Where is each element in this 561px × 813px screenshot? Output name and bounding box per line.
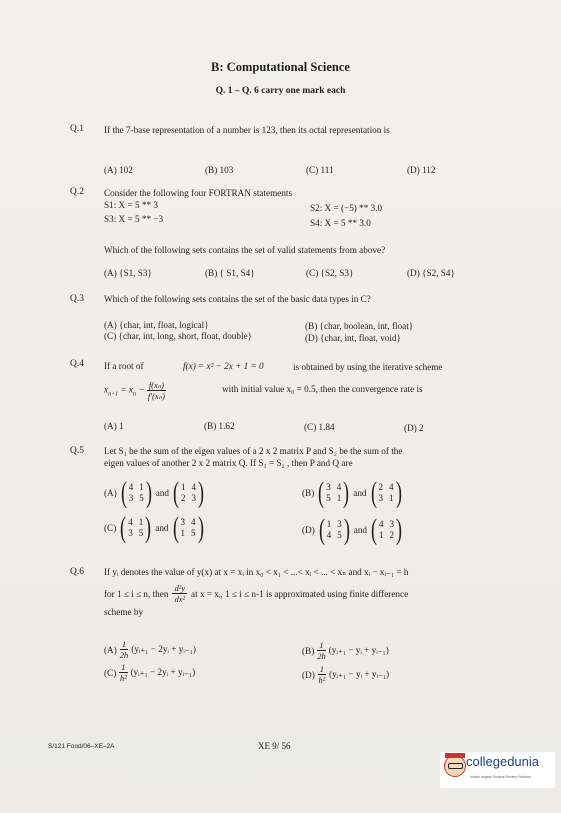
option-label: (D) bbox=[302, 525, 315, 535]
statement-s1: S1: X = 5 ** 3 bbox=[104, 200, 158, 210]
matrix: ( 3 4 5 1 ) bbox=[318, 476, 350, 509]
matrix: ( 1 4 2 3 ) bbox=[173, 476, 205, 509]
option-a: (A) $\frac{1}{2h}$ (yᵢ₊₁ − 2yᵢ + yᵢ₋₁) bbox=[104, 639, 196, 660]
option-b: (B) 1.62 bbox=[204, 421, 235, 431]
logo-tagline: India's largest Student Review Platform bbox=[470, 775, 531, 779]
question-text: If yᵢ denotes the value of y(x) at x = xᵢ in x₀ < x₁ < ...< xᵢ < ... < xₙ and xᵢ − xᵢ₋₁ = h bbox=[104, 567, 409, 577]
question-text: for 1 ≤ i ≤ n, then $\frac{\text{d²y}}{\text{dx²}}$ at x = xᵢ, 1 ≤ i ≤ n-1 is approximated using finite difference bbox=[104, 583, 409, 604]
question-prompt: Which of the following sets contains the set of valid statements from above? bbox=[104, 245, 386, 255]
option-label: (A) bbox=[104, 488, 117, 498]
question-text: Consider the following four FORTRAN statements bbox=[104, 188, 293, 198]
option-label: (C) bbox=[104, 523, 117, 533]
option-b: (B) $\frac{1}{2h}$ (yᵢ₊₁ − yᵢ + yᵢ₋₁) bbox=[302, 640, 389, 661]
option-b: (B) {char, boolean, int, float} bbox=[305, 321, 414, 331]
logo-wordmark: collegedunia bbox=[466, 754, 540, 769]
statement-s4: S4: X = 5 ** 3.0 bbox=[310, 218, 371, 228]
option-b: (B) 103 bbox=[205, 165, 234, 175]
section-title: B: Computational Science bbox=[211, 60, 350, 74]
question-text: Which of the following sets contains the set of the basic data types in C? bbox=[104, 294, 371, 304]
option-c: (C) 111 bbox=[306, 165, 334, 175]
matrix: ( 4 1 3 5 ) bbox=[120, 476, 152, 509]
option-d: (D) ( 1 3 4 5 ) and ( 4 3 1 2 ) bbox=[302, 513, 403, 546]
question-number: Q.4 bbox=[70, 359, 84, 369]
option-a: (A) {S1, S3} bbox=[104, 268, 152, 278]
question-number: Q.1 bbox=[70, 124, 84, 134]
iter-numerator: f(xₙ) bbox=[148, 380, 164, 390]
option-b: (B) ( 3 4 5 1 ) and ( 2 4 3 1 ) bbox=[302, 476, 402, 509]
option-a: (A) 102 bbox=[104, 165, 133, 175]
matrix: ( 4 1 3 5 ) bbox=[120, 511, 152, 544]
page-number: XE 9/ 56 bbox=[258, 741, 291, 751]
option-label: (B) bbox=[302, 488, 315, 498]
equation: f(x) = x² − 2x + 1 = 0 bbox=[183, 361, 264, 371]
iter-lhs: x bbox=[104, 384, 109, 395]
question-text: If a root of bbox=[104, 361, 144, 371]
option-c: (C) ( 4 1 3 5 ) and ( 3 4 1 5 ) bbox=[104, 511, 204, 544]
matrix: ( 1 3 4 5 ) bbox=[318, 513, 350, 546]
iter-denominator: f′(xₙ) bbox=[147, 391, 165, 401]
question-text: scheme by bbox=[104, 607, 144, 617]
question-text: with initial value x₀ = 0.5, then the convergence rate is bbox=[222, 384, 423, 394]
mascot-icon bbox=[444, 755, 466, 777]
option-d: (D) 2 bbox=[404, 423, 424, 433]
section-subtitle: Q. 1 – Q. 6 carry one mark each bbox=[215, 86, 346, 96]
option-c: (C) {char, int, long, short, float, double} bbox=[104, 331, 253, 341]
iterative-scheme: $x_{n+1} = x_n$ − $\frac{\text{f(xₙ)}}{\text{f′(xₙ)}}$ bbox=[104, 380, 165, 401]
option-a: (A) 1 bbox=[104, 421, 124, 431]
option-d: (D) $\frac{1}{\text{h²}}$ (yᵢ₊₁ − yᵢ + yᵢ₋₁) bbox=[302, 664, 390, 685]
option-d: (D) {char, int, float, void} bbox=[305, 333, 401, 343]
question-number: Q.5 bbox=[70, 446, 84, 456]
matrix: ( 4 3 1 2 ) bbox=[371, 513, 403, 546]
matrix: ( 2 4 3 1 ) bbox=[370, 476, 402, 509]
option-c: (C) 1.84 bbox=[304, 422, 335, 432]
option-d: (D) 112 bbox=[407, 165, 436, 175]
option-c: (C) $\frac{1}{\text{h²}}$ (yᵢ₊₁ − 2yᵢ + yᵢ₋₁) bbox=[104, 662, 196, 683]
question-number: Q.3 bbox=[70, 294, 84, 304]
option-a: (A) ( 4 1 3 5 ) and ( 1 4 2 3 ) bbox=[104, 476, 205, 509]
statement-s2: S2: X = (−5) ** 3.0 bbox=[310, 203, 383, 213]
iter-fraction bbox=[147, 380, 166, 401]
option-b: (B) { S1, S4} bbox=[205, 268, 255, 278]
question-text: If the 7-base representation of a number is 123, then its octal representation is bbox=[104, 125, 390, 135]
option-c: (C) {S2, S3} bbox=[306, 268, 354, 278]
question-number: Q.2 bbox=[70, 187, 84, 197]
question-text: eigen values of another 2 x 2 matrix Q. If S₁ = S₂ , then P and Q are bbox=[104, 458, 353, 468]
question-text: Let S₁ be the sum of the eigen values of a 2 x 2 matrix P and S₂ be the sum of the bbox=[104, 446, 403, 456]
statement-s3: S3: X = 5 ** −3 bbox=[104, 214, 164, 224]
question-text: is obtained by using the iterative scheme bbox=[293, 362, 443, 372]
second-derivative: $\frac{\text{d²y}}{\text{dx²}}$ bbox=[174, 583, 186, 604]
matrix: ( 3 4 1 5 ) bbox=[172, 511, 204, 544]
option-d: (D) {S2, S4} bbox=[407, 268, 455, 278]
question-number: Q.6 bbox=[70, 567, 84, 577]
option-a: (A) {char, int, float, logical} bbox=[104, 320, 209, 330]
footer-code: S/121 Food/06–XE–2A bbox=[48, 743, 115, 750]
